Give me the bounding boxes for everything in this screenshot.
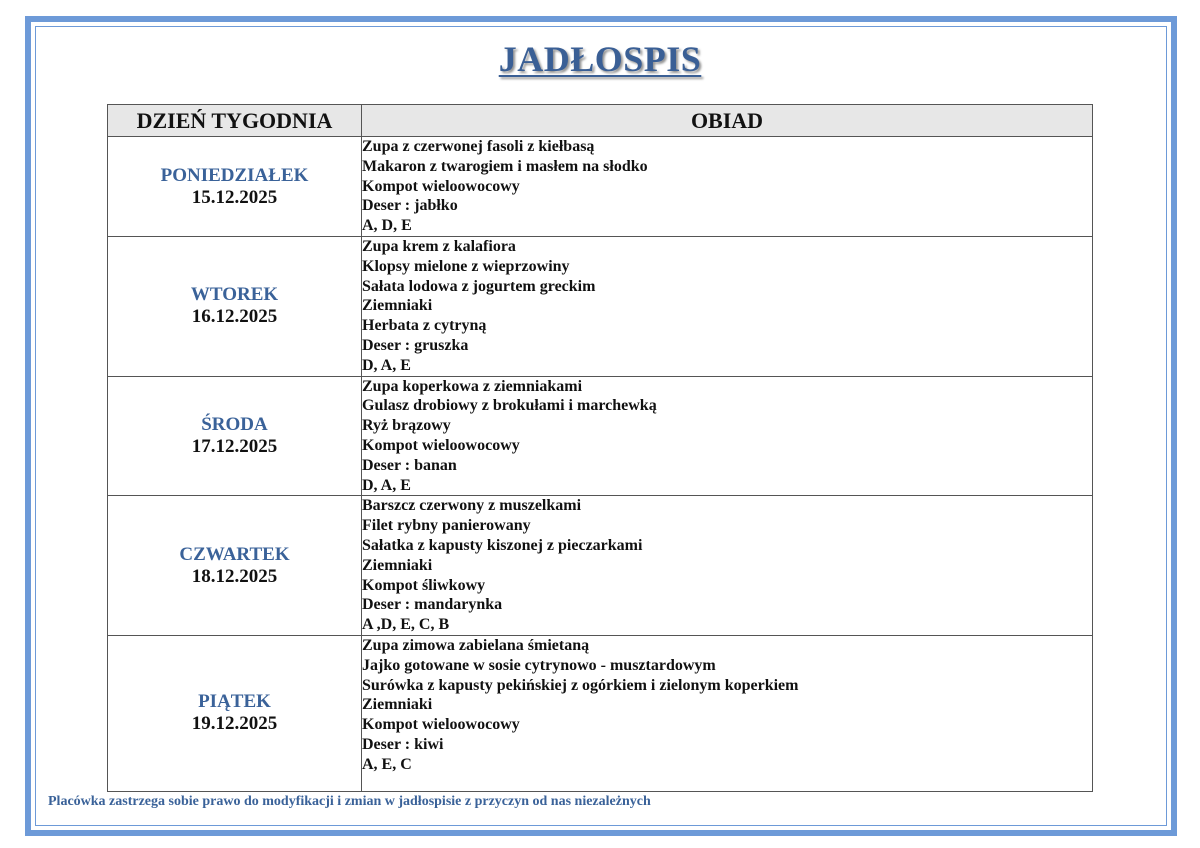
day-cell bbox=[108, 376, 362, 496]
meal-item: Deser : jabłko bbox=[362, 197, 458, 215]
day-date: 19.12.2025 bbox=[191, 713, 278, 735]
header-meal: OBIAD bbox=[362, 105, 1093, 137]
day-name: ŚRODA bbox=[201, 413, 268, 435]
day-cell bbox=[108, 237, 362, 377]
day-date: 16.12.2025 bbox=[191, 306, 278, 328]
table-row bbox=[108, 635, 1093, 791]
footer-note: Placówka zastrzega sobie prawo do modyfikacji i zmian w jadłospisie z przyczyn od nas niezależnych bbox=[48, 794, 651, 809]
day-date: 15.12.2025 bbox=[191, 186, 278, 208]
meal-item: Ryż brązowy bbox=[362, 417, 451, 435]
meal-item: Klopsy mielone z wieprzowiny bbox=[362, 257, 570, 275]
day-name: CZWARTEK bbox=[179, 543, 290, 565]
allergens: A ,D, E, C, B bbox=[362, 616, 450, 634]
meal-item: Kompot wieloowocowy bbox=[362, 436, 520, 454]
meal-item: Ziemniaki bbox=[362, 556, 433, 574]
meal-item: Deser : gruszka bbox=[362, 336, 469, 354]
meal-item: Kompot śliwkowy bbox=[362, 576, 486, 594]
page-title: JADŁOSPIS bbox=[498, 39, 702, 79]
meal-item: Jajko gotowane w sosie cytrynowo - musztardowym bbox=[362, 656, 716, 674]
table-row bbox=[108, 496, 1093, 636]
day-date: 18.12.2025 bbox=[191, 565, 278, 587]
meal-item: Deser : banan bbox=[362, 456, 457, 474]
allergens: A, E, C bbox=[362, 755, 412, 773]
table-row bbox=[108, 237, 1093, 377]
allergens: A, D, E bbox=[362, 217, 412, 235]
day-name: PONIEDZIAŁEK bbox=[160, 164, 309, 186]
meal-item: Deser : kiwi bbox=[362, 735, 444, 753]
meal-item: Deser : mandarynka bbox=[362, 596, 503, 614]
allergens: D, A, E bbox=[362, 476, 411, 494]
day-cell bbox=[108, 137, 362, 237]
meal-item: Zupa koperkowa z ziemniakami bbox=[362, 377, 583, 395]
meal-cell bbox=[362, 376, 1093, 496]
meal-cell bbox=[362, 635, 1093, 791]
table-row bbox=[108, 137, 1093, 237]
meal-item: Sałatka z kapusty kiszonej z pieczarkami bbox=[362, 536, 643, 554]
day-cell bbox=[108, 496, 362, 636]
meal-item: Ziemniaki bbox=[362, 696, 433, 714]
meal-item: Kompot wieloowocowy bbox=[362, 177, 520, 195]
meal-item: Kompot wieloowocowy bbox=[362, 716, 520, 734]
meal-item: Sałata lodowa z jogurtem greckim bbox=[362, 277, 596, 295]
day-name: PIĄTEK bbox=[198, 691, 271, 713]
meal-item: Zupa zimowa zabielana śmietaną bbox=[362, 636, 590, 654]
meal-item: Ziemniaki bbox=[362, 297, 433, 315]
meal-item: Barszcz czerwony z muszelkami bbox=[362, 497, 582, 515]
meal-item: Zupa krem z kalafiora bbox=[362, 238, 516, 255]
meal-item: Makaron z twarogiem i masłem na słodko bbox=[362, 157, 648, 175]
meal-item: Gulasz drobiowy z brokułami i marchewką bbox=[362, 397, 657, 415]
meal-cell bbox=[362, 496, 1093, 636]
menu-table bbox=[107, 104, 1093, 792]
allergens: D, A, E bbox=[362, 356, 411, 374]
meal-item: Zupa z czerwonej fasoli z kiełbasą bbox=[362, 138, 595, 155]
table-row bbox=[108, 376, 1093, 496]
meal-item: Surówka z kapusty pekińskiej z ogórkiem i zielonym koperkiem bbox=[362, 676, 799, 694]
meal-cell bbox=[362, 137, 1093, 237]
day-date: 17.12.2025 bbox=[191, 435, 278, 457]
meal-cell bbox=[362, 237, 1093, 377]
day-name: WTOREK bbox=[190, 284, 279, 306]
meal-item: Herbata z cytryną bbox=[362, 317, 487, 335]
table-header-row bbox=[108, 105, 1093, 137]
meal-item: Filet rybny panierowany bbox=[362, 517, 531, 535]
day-cell bbox=[108, 635, 362, 791]
header-day: DZIEŃ TYGODNIA bbox=[108, 105, 362, 137]
